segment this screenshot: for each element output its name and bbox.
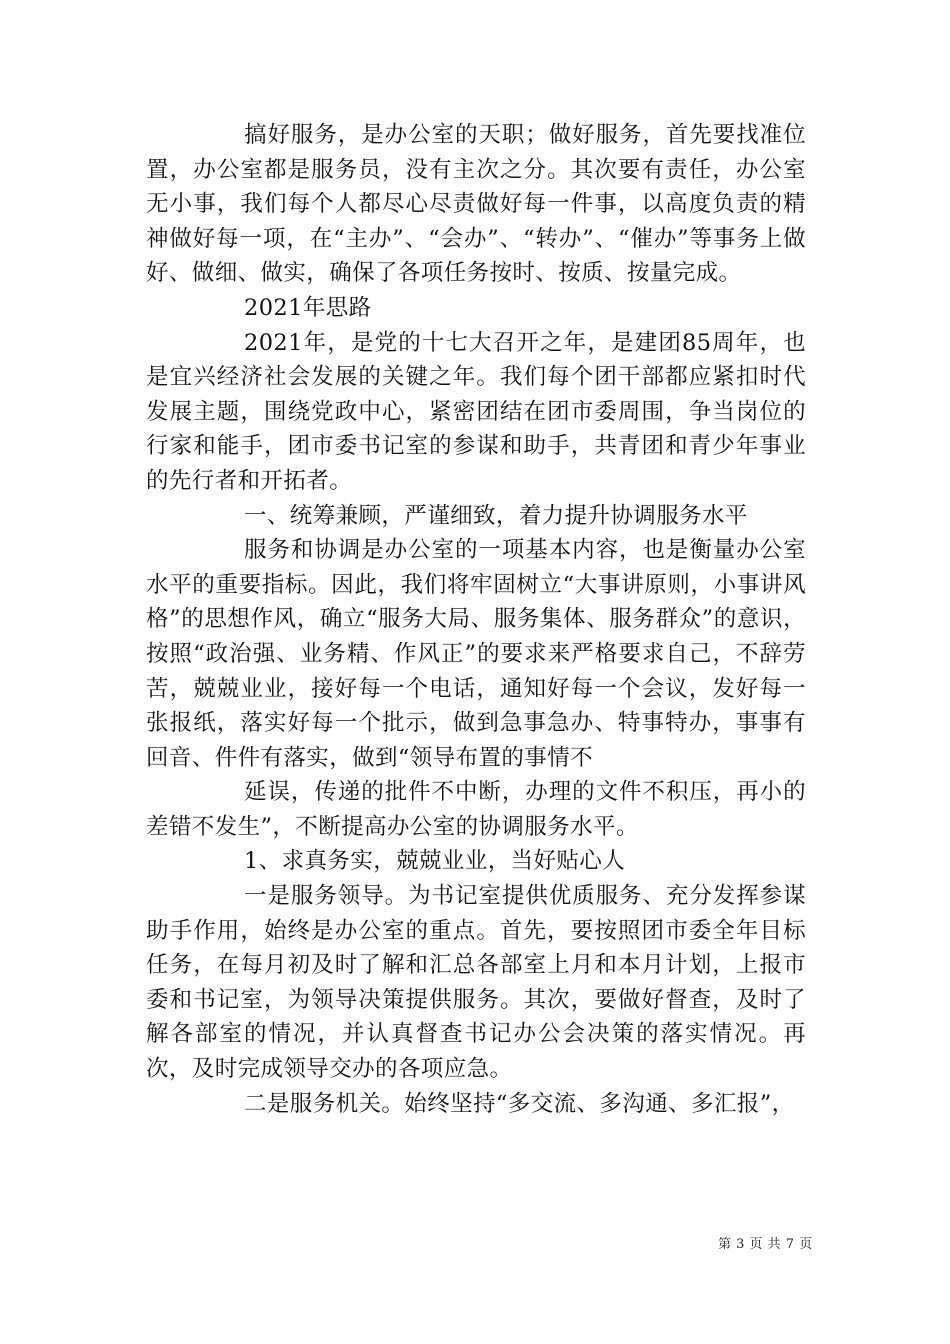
paragraph-coordination-continued: 延误，传递的批件不中断，办理的文件不积压，再小的差错不发生”，不断提高办公室的协调服务水平。 xyxy=(146,779,806,840)
paragraph-2021-overview: 2021年，是党的十七大召开之年，是建团85周年，也是宜兴经济社会发展的关键之年。我们每个团干部都应紧扣时代发展主题，围绕党政中心，紧密团结在团市委周围，争当岗位的行家和能手，团市委书记室的参谋和助手，共青团和青少年事业的先行者和开拓者。 xyxy=(146,329,806,494)
paragraph-serve-leadership: 一是服务领导。为书记室提供优质服务、充分发挥参谋助手作用，始终是办公室的重点。首先，要按照团市委全年目标任务，在每月初及时了解和汇总各部室上月和本月计划，上报市委和书记室，为领导决策提供服务。其次，要做好督查，及时了解各部室的情况，并认真督查书记办公会决策的落实情况。再次，及时完成领导交办的各项应急。 xyxy=(146,883,806,1083)
heading-2021-plan: 2021年思路 xyxy=(244,294,372,321)
heading-section-one: 一、统筹兼顾，严谨细致，着力提升协调服务水平 xyxy=(244,502,748,529)
paragraph-coordination-service: 服务和协调是办公室的一项基本内容，也是衡量办公室水平的重要指标。因此，我们将牢固树立“大事讲原则，小事讲风格”的思想作风，确立“服务大局、服务集体、服务群众”的意识，按照“政治强、业务精、作风正”的要求来严格要求自己，不辞劳苦，兢兢业业，接好每一个电话，通知好每一个会议，发好每一张报纸，落实好每一个批示，做到急事急办、特事特办，事事有回音、件件有落实，做到“领导布置的事情不 xyxy=(146,537,806,771)
page-number-footer: 第 3 页 共 7 页 xyxy=(718,1237,813,1252)
document-body xyxy=(146,118,806,1121)
heading-subsection-one: 1、求真务实，兢兢业业，当好贴心人 xyxy=(244,848,626,875)
paragraph-service-duty: 搞好服务，是办公室的天职；做好服务，首先要找准位置，办公室都是服务员，没有主次之分。其次要有责任，办公室无小事，我们每个人都尽心尽责做好每一件事，以高度负责的精神做好每一项，在“主办”、“会办”、“转办”、“催办”等事务上做好、做细、做实，确保了各项任务按时、按质、按量完成。 xyxy=(146,122,806,287)
paragraph-serve-organs: 二是服务机关。始终坚持“多交流、多沟通、多汇报”， xyxy=(244,1090,795,1117)
